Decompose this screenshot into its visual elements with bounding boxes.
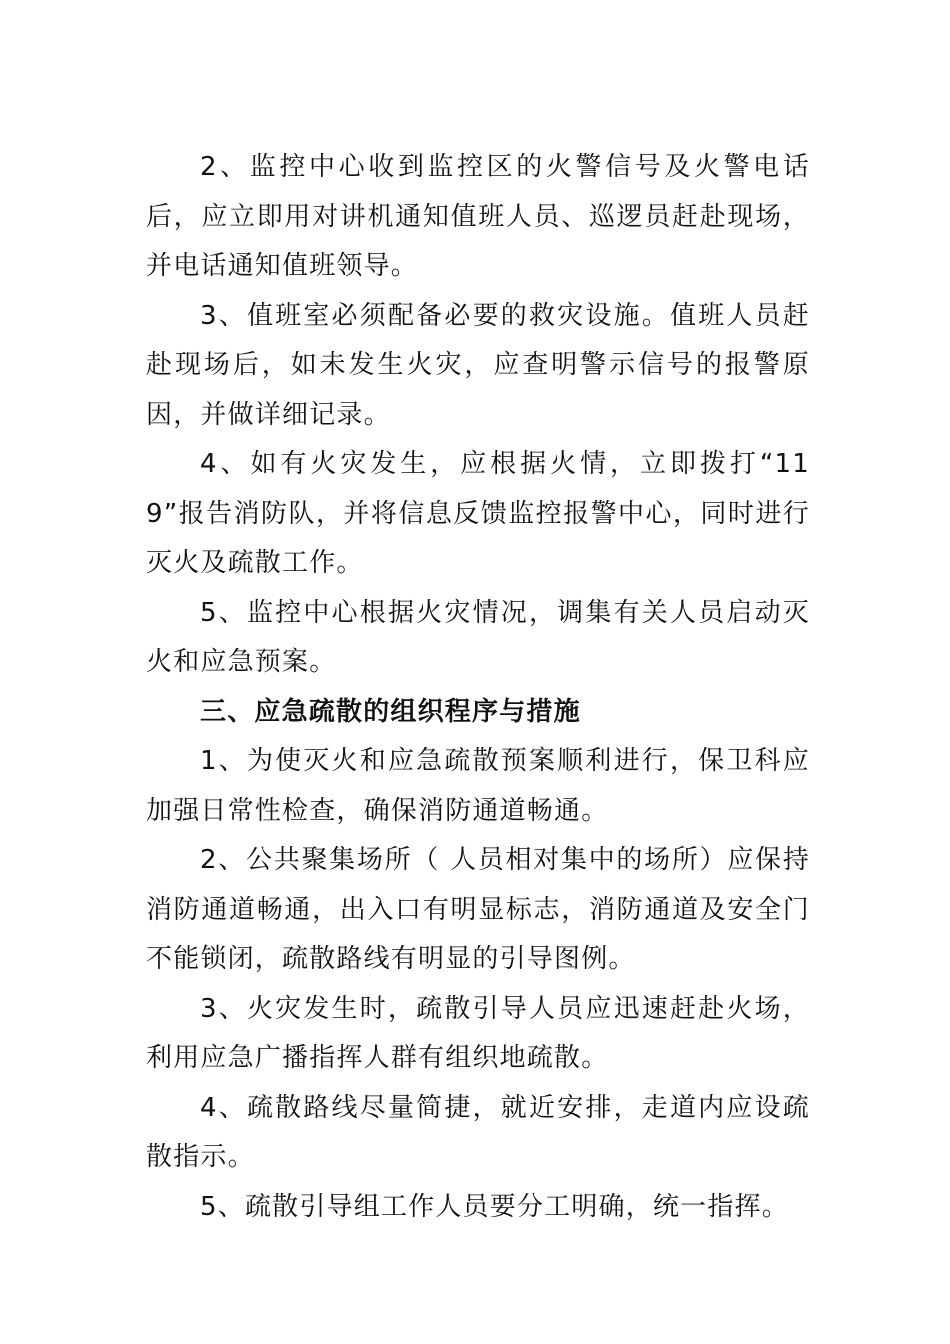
paragraph-item-5-guide-team: [146, 1183, 810, 1233]
paragraph-text: 3、值班室必须配备必要的救灾设施。值班人员赶赴现场后，如未发生火灾，应查明警示信号的报警原因，并做详细记录。: [146, 300, 810, 430]
paragraph-text: 2、公共聚集场所（ 人员相对集中的场所）应保持消防通道畅通，出入口有明显标志，消防通道及安全门不能锁闭，疏散路线有明显的引导图例。: [146, 845, 810, 974]
paragraph-item-5-emergency-plan: [146, 589, 810, 688]
paragraph-text: 1、为使灭火和应急疏散预案顺利进行，保卫科应加强日常性检查，确保消防通道畅通。: [146, 746, 810, 826]
paragraph-text: 5、监控中心根据火灾情况，调集有关人员启动灭火和应急预案。: [146, 597, 810, 677]
paragraph-text: 4、疏散路线尽量简捷，就近安排，走道内应设疏散指示。: [146, 1092, 810, 1172]
paragraph-text: 5、疏散引导组工作人员要分工明确，统一指挥。: [200, 1191, 789, 1222]
section-heading-evacuation: [146, 688, 810, 738]
paragraph-item-4-fire-report: [146, 440, 810, 589]
paragraph-item-3-broadcast: [146, 985, 810, 1084]
paragraph-text: 4、如有火灾发生，应根据火情，立即拨打“119”报告消防队，并将信息反馈监控报警中心，同时进行灭火及疏散工作。: [146, 449, 810, 578]
paragraph-item-1-daily-check: [146, 737, 810, 836]
paragraph-item-3-duty-room: [146, 292, 810, 441]
heading-text: 三、应急疏散的组织程序与措施: [200, 696, 581, 727]
paragraph-text: 3、火灾发生时，疏散引导人员应迅速赶赴火场，利用应急广播指挥人群有组织地疏散。: [146, 993, 810, 1073]
paragraph-item-2-alarm-notify: [146, 143, 810, 292]
paragraph-item-4-route: [146, 1084, 810, 1183]
paragraph-text: 2、监控中心收到监控区的火警信号及火警电话后，应立即用对讲机通知值班人员、巡逻员赶赴现场，并电话通知值班领导。: [146, 152, 810, 281]
paragraph-item-2-public-places: [146, 836, 810, 985]
document-body: [146, 143, 810, 1232]
